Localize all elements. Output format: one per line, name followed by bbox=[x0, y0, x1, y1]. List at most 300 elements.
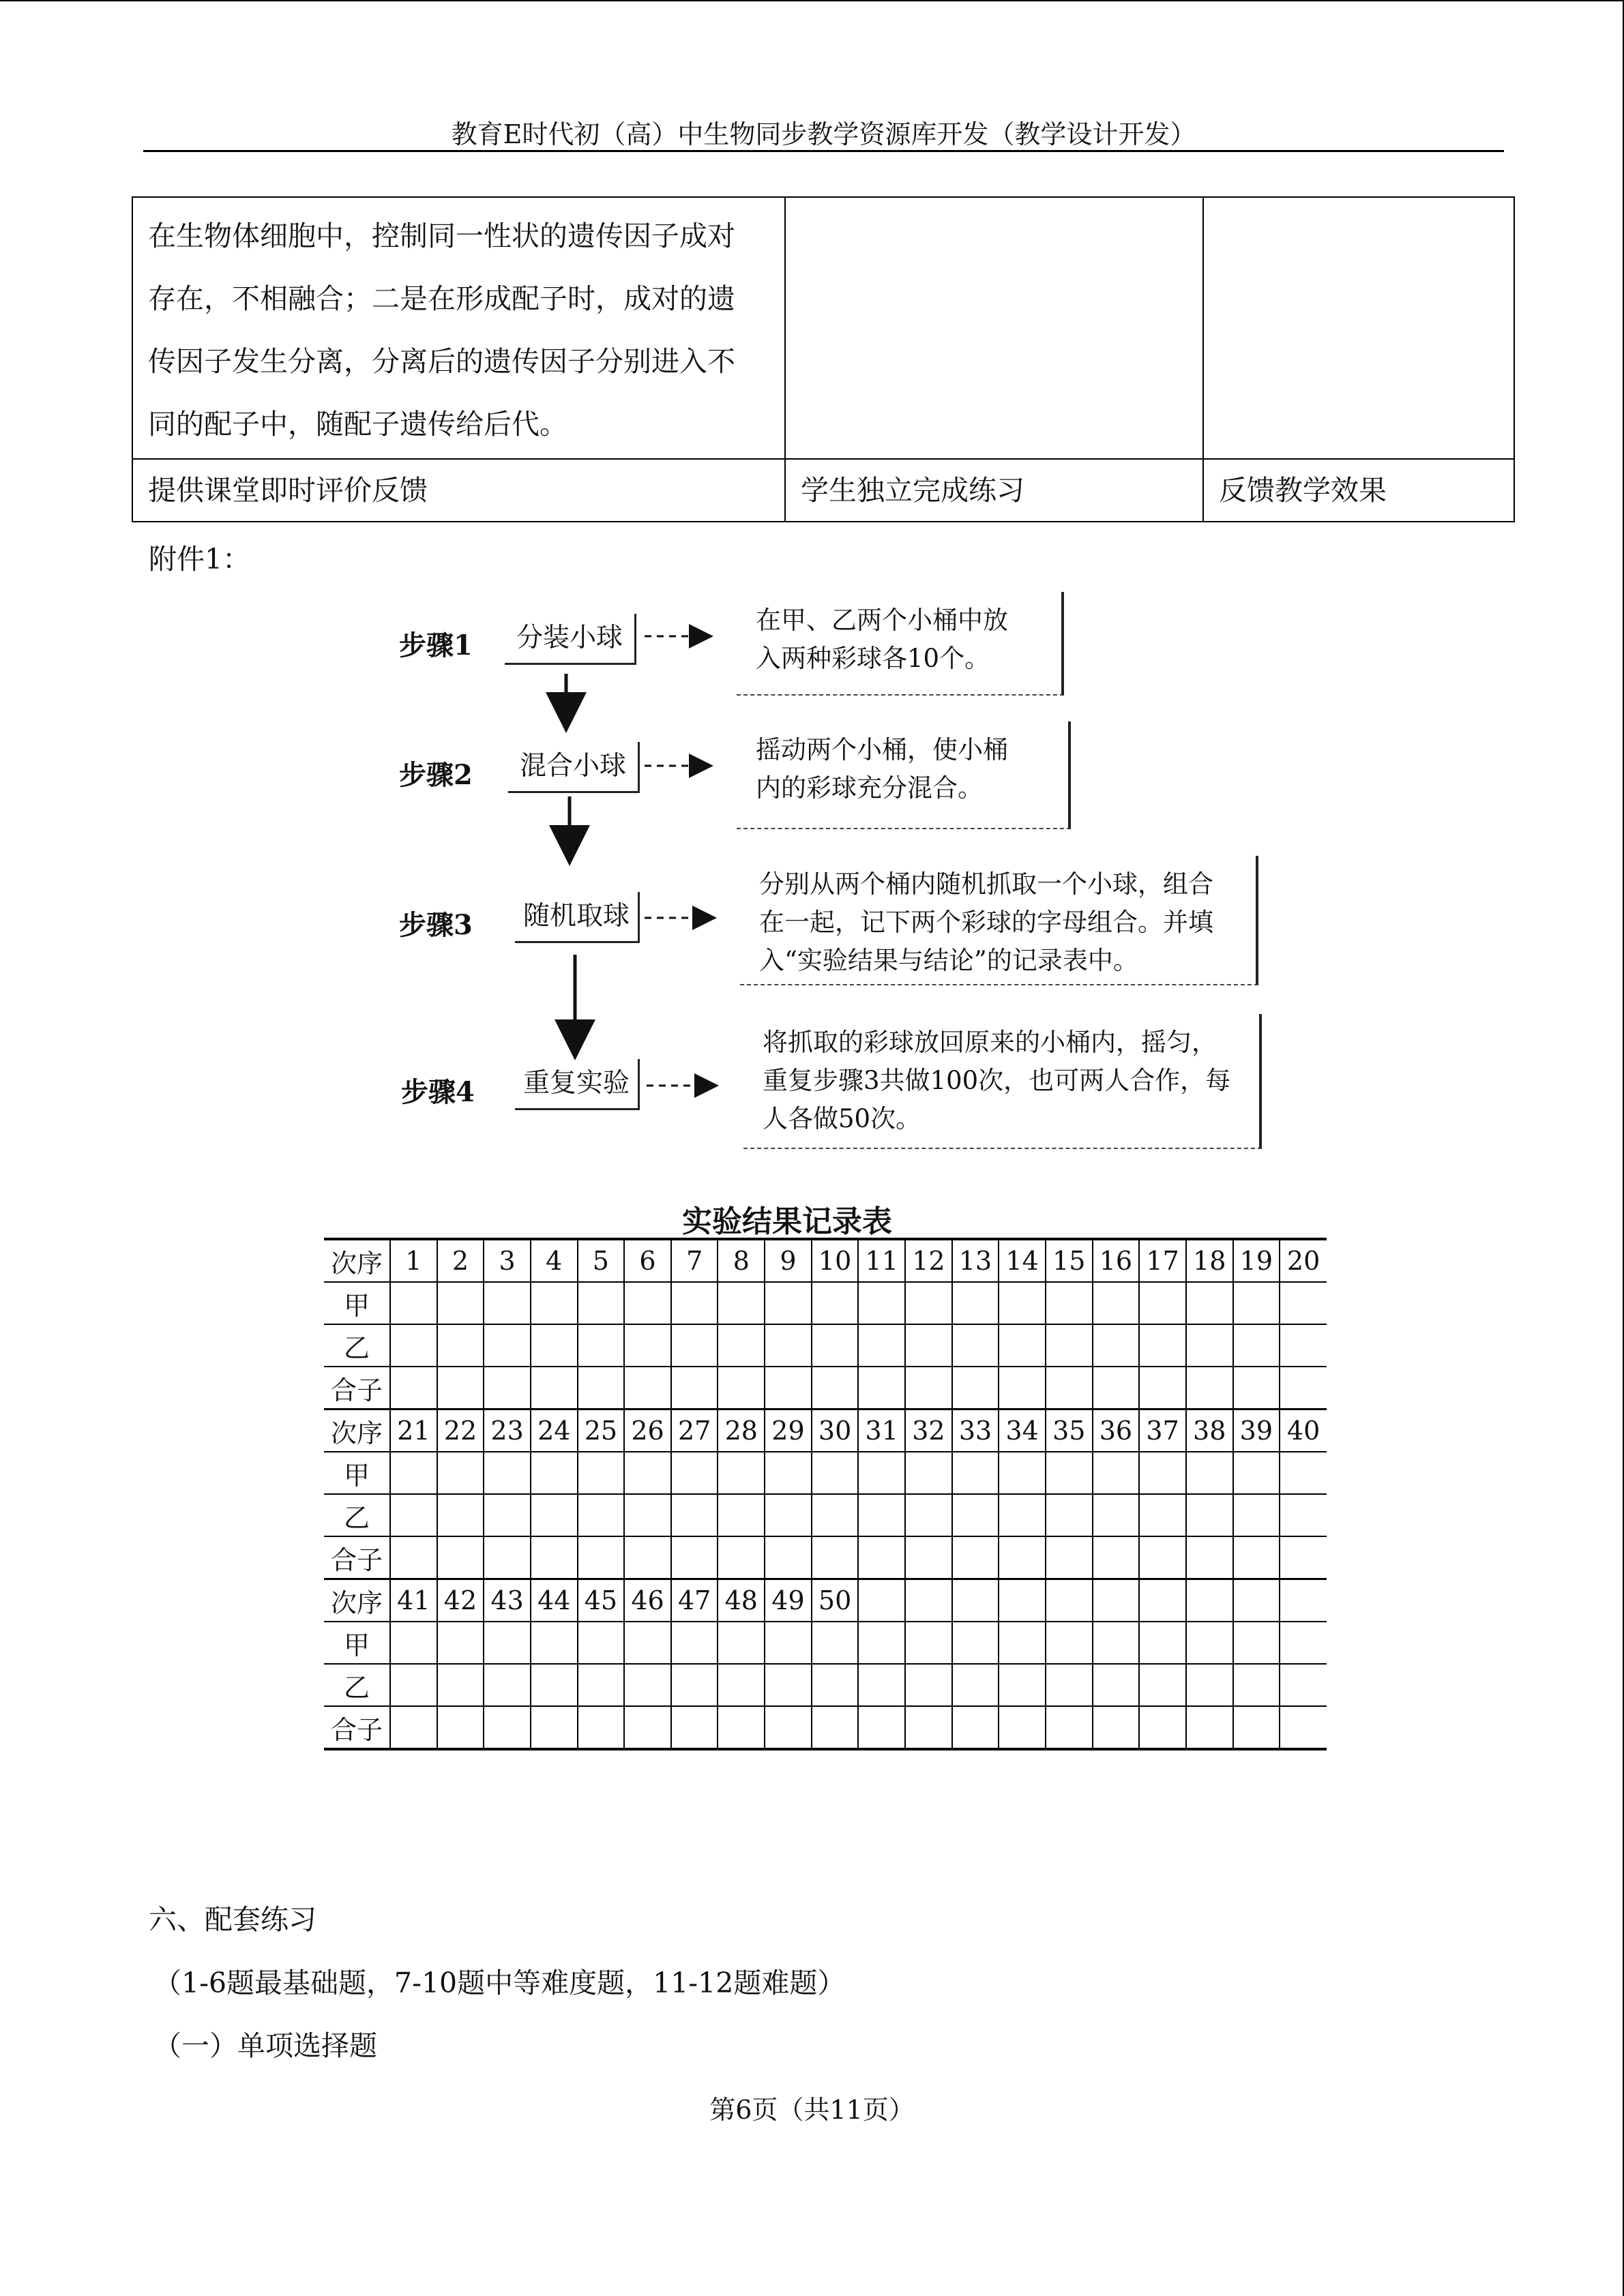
sequence-row bbox=[324, 1239, 1327, 1282]
sequence-number: 25 bbox=[578, 1410, 625, 1452]
sequence-number: 4 bbox=[531, 1239, 578, 1282]
row-label: 次序 bbox=[324, 1579, 390, 1622]
record-cell bbox=[812, 1494, 859, 1536]
sequence-number: 22 bbox=[437, 1410, 484, 1452]
sequence-number: 35 bbox=[1046, 1410, 1093, 1452]
record-cell bbox=[671, 1494, 718, 1536]
record-cell bbox=[858, 1324, 905, 1367]
record-cell bbox=[671, 1452, 718, 1494]
step-label: 步骤4 bbox=[401, 1076, 475, 1108]
record-cell bbox=[1046, 1536, 1093, 1579]
sequence-number: 49 bbox=[765, 1579, 812, 1622]
sequence-number: 28 bbox=[718, 1410, 765, 1452]
row-label: 甲 bbox=[324, 1622, 390, 1664]
continued-line: 在生物体细胞中，控制同一性状的遗传因子成对 bbox=[148, 220, 735, 252]
record-cell bbox=[671, 1367, 718, 1410]
record-cell bbox=[812, 1452, 859, 1494]
record-cell bbox=[905, 1664, 952, 1706]
record-cell bbox=[671, 1664, 718, 1706]
record-cell bbox=[1233, 1282, 1280, 1324]
record-row bbox=[324, 1664, 1327, 1706]
record-cell bbox=[1186, 1367, 1233, 1410]
record-cell bbox=[812, 1706, 859, 1749]
record-cell bbox=[1139, 1324, 1186, 1367]
record-cell bbox=[1186, 1622, 1233, 1664]
record-cell bbox=[999, 1664, 1046, 1706]
step-description bbox=[743, 1014, 1262, 1149]
row-label: 次序 bbox=[324, 1410, 390, 1452]
sequence-number bbox=[1233, 1579, 1280, 1622]
record-cell bbox=[718, 1536, 765, 1579]
step-action-box: 分装小球 bbox=[505, 614, 636, 665]
record-cell bbox=[765, 1367, 812, 1410]
record-cell bbox=[1093, 1536, 1140, 1579]
record-cell bbox=[1093, 1664, 1140, 1706]
step-action-box: 重复实验 bbox=[515, 1059, 640, 1110]
record-cell bbox=[718, 1622, 765, 1664]
record-cell bbox=[765, 1282, 812, 1324]
record-cell bbox=[578, 1494, 625, 1536]
sequence-number: 16 bbox=[1093, 1239, 1140, 1282]
record-cell bbox=[905, 1622, 952, 1664]
record-cell bbox=[624, 1536, 671, 1579]
sequence-number: 36 bbox=[1093, 1410, 1140, 1452]
record-cell bbox=[390, 1367, 437, 1410]
step-label: 步骤3 bbox=[399, 909, 473, 941]
sequence-number: 20 bbox=[1280, 1239, 1327, 1282]
record-cell bbox=[671, 1536, 718, 1579]
record-cell bbox=[1280, 1282, 1327, 1324]
record-cell bbox=[390, 1452, 437, 1494]
row-label: 合子 bbox=[324, 1706, 390, 1749]
record-cell bbox=[1093, 1367, 1140, 1410]
sequence-number: 38 bbox=[1186, 1410, 1233, 1452]
record-cell bbox=[1046, 1324, 1093, 1367]
sequence-number: 7 bbox=[671, 1239, 718, 1282]
record-cell bbox=[1093, 1494, 1140, 1536]
record-cell bbox=[531, 1536, 578, 1579]
record-row bbox=[324, 1706, 1327, 1749]
record-cell bbox=[484, 1324, 531, 1367]
record-cell bbox=[1139, 1494, 1186, 1536]
sequence-number: 24 bbox=[531, 1410, 578, 1452]
sequence-number: 26 bbox=[624, 1410, 671, 1452]
record-cell bbox=[765, 1706, 812, 1749]
sequence-number: 1 bbox=[390, 1239, 437, 1282]
sequence-number: 11 bbox=[858, 1239, 905, 1282]
record-cell bbox=[905, 1324, 952, 1367]
record-cell bbox=[390, 1664, 437, 1706]
record-cell bbox=[1186, 1664, 1233, 1706]
record-cell bbox=[952, 1536, 999, 1579]
desc-line: 在一起，记下两个彩球的字母组合。并填 bbox=[759, 908, 1213, 937]
record-cell bbox=[1280, 1494, 1327, 1536]
sequence-number bbox=[1046, 1579, 1093, 1622]
page-header: 教育E时代初（高）中生物同步教学资源库开发（教学设计开发） bbox=[451, 119, 1196, 149]
record-cell bbox=[531, 1324, 578, 1367]
record-cell bbox=[905, 1452, 952, 1494]
sequence-number: 14 bbox=[999, 1239, 1046, 1282]
record-cell bbox=[765, 1494, 812, 1536]
row-label: 合子 bbox=[324, 1367, 390, 1410]
record-cell bbox=[1280, 1367, 1327, 1410]
record-cell bbox=[905, 1494, 952, 1536]
record-cell bbox=[718, 1367, 765, 1410]
record-cell bbox=[905, 1282, 952, 1324]
step-description bbox=[737, 592, 1064, 696]
record-cell bbox=[437, 1664, 484, 1706]
record-cell bbox=[1280, 1452, 1327, 1494]
row-label: 甲 bbox=[324, 1282, 390, 1324]
record-cell bbox=[812, 1536, 859, 1579]
sequence-number bbox=[1280, 1579, 1327, 1622]
record-cell bbox=[437, 1324, 484, 1367]
record-cell bbox=[952, 1324, 999, 1367]
sequence-number: 9 bbox=[765, 1239, 812, 1282]
record-cell bbox=[531, 1494, 578, 1536]
record-cell bbox=[999, 1494, 1046, 1536]
sequence-row bbox=[324, 1410, 1327, 1452]
record-cell bbox=[1280, 1324, 1327, 1367]
record-cell bbox=[578, 1664, 625, 1706]
step-action-box: 混合小球 bbox=[508, 742, 640, 793]
record-cell bbox=[858, 1282, 905, 1324]
record-cell bbox=[437, 1536, 484, 1579]
record-cell bbox=[531, 1452, 578, 1494]
record-table bbox=[324, 1238, 1327, 1750]
record-cell bbox=[1186, 1282, 1233, 1324]
record-cell bbox=[1233, 1706, 1280, 1749]
sequence-number: 37 bbox=[1139, 1410, 1186, 1452]
sequence-number: 23 bbox=[484, 1410, 531, 1452]
desc-line: 摇动两个小桶，使小桶 bbox=[756, 735, 1008, 764]
record-cell bbox=[437, 1367, 484, 1410]
record-cell bbox=[578, 1367, 625, 1410]
row-label: 甲 bbox=[324, 1452, 390, 1494]
record-cell bbox=[484, 1282, 531, 1324]
record-row bbox=[324, 1324, 1327, 1367]
record-cell bbox=[1046, 1367, 1093, 1410]
record-cell bbox=[484, 1494, 531, 1536]
sequence-number: 39 bbox=[1233, 1410, 1280, 1452]
record-cell bbox=[1046, 1282, 1093, 1324]
record-cell bbox=[952, 1706, 999, 1749]
record-cell bbox=[718, 1452, 765, 1494]
record-cell bbox=[484, 1536, 531, 1579]
record-cell bbox=[1233, 1664, 1280, 1706]
record-row bbox=[324, 1452, 1327, 1494]
record-cell bbox=[858, 1494, 905, 1536]
record-cell bbox=[390, 1494, 437, 1536]
record-cell bbox=[1093, 1282, 1140, 1324]
sequence-number: 41 bbox=[390, 1579, 437, 1622]
row-label: 乙 bbox=[324, 1664, 390, 1706]
record-cell bbox=[484, 1452, 531, 1494]
record-row bbox=[324, 1282, 1327, 1324]
record-cell bbox=[437, 1706, 484, 1749]
row-label: 乙 bbox=[324, 1494, 390, 1536]
desc-line: 将抓取的彩球放回原来的小桶内，摇匀， bbox=[763, 1028, 1217, 1057]
record-cell bbox=[437, 1494, 484, 1536]
record-cell bbox=[1186, 1452, 1233, 1494]
sequence-number bbox=[858, 1579, 905, 1622]
record-cell bbox=[952, 1494, 999, 1536]
record-cell bbox=[578, 1622, 625, 1664]
record-cell bbox=[718, 1324, 765, 1367]
record-cell bbox=[1139, 1367, 1186, 1410]
record-cell bbox=[1093, 1452, 1140, 1494]
record-cell bbox=[718, 1282, 765, 1324]
sequence-number bbox=[1093, 1579, 1140, 1622]
record-cell bbox=[624, 1664, 671, 1706]
sequence-number: 19 bbox=[1233, 1239, 1280, 1282]
record-cell bbox=[765, 1622, 812, 1664]
student-activity-cell: 学生独立完成练习 bbox=[785, 459, 1203, 522]
record-cell bbox=[812, 1324, 859, 1367]
record-cell bbox=[1233, 1494, 1280, 1536]
step-description bbox=[737, 721, 1071, 829]
desc-line: 内的彩球充分混合。 bbox=[756, 773, 983, 803]
record-cell bbox=[578, 1282, 625, 1324]
record-cell bbox=[905, 1536, 952, 1579]
record-cell bbox=[1139, 1282, 1186, 1324]
record-cell bbox=[1046, 1706, 1093, 1749]
design-intent-cell: 反馈教学效果 bbox=[1203, 459, 1514, 522]
record-cell bbox=[531, 1367, 578, 1410]
section-title: 六、配套练习 bbox=[149, 1903, 316, 1936]
record-cell bbox=[390, 1622, 437, 1664]
record-cell bbox=[437, 1452, 484, 1494]
record-cell bbox=[531, 1622, 578, 1664]
record-cell bbox=[437, 1622, 484, 1664]
record-cell bbox=[1280, 1622, 1327, 1664]
sequence-number: 2 bbox=[437, 1239, 484, 1282]
step-label: 步骤1 bbox=[399, 629, 473, 661]
record-row bbox=[324, 1622, 1327, 1664]
record-cell bbox=[718, 1494, 765, 1536]
sequence-number: 43 bbox=[484, 1579, 531, 1622]
record-cell bbox=[671, 1282, 718, 1324]
record-cell bbox=[624, 1622, 671, 1664]
record-cell bbox=[1139, 1536, 1186, 1579]
sequence-number: 13 bbox=[952, 1239, 999, 1282]
sequence-number: 17 bbox=[1139, 1239, 1186, 1282]
step-label: 步骤2 bbox=[399, 759, 473, 791]
record-cell bbox=[484, 1706, 531, 1749]
record-cell bbox=[531, 1706, 578, 1749]
continued-line: 存在，不相融合；二是在形成配子时，成对的遗 bbox=[148, 282, 735, 315]
continued-line: 传因子发生分离，分离后的遗传因子分别进入不 bbox=[148, 345, 735, 378]
desc-line: 分别从两个桶内随机抓取一个小球，组合 bbox=[759, 869, 1213, 899]
record-cell bbox=[484, 1664, 531, 1706]
sequence-number: 5 bbox=[578, 1239, 625, 1282]
record-cell bbox=[812, 1622, 859, 1664]
sequence-number bbox=[952, 1579, 999, 1622]
record-cell bbox=[952, 1622, 999, 1664]
record-cell bbox=[624, 1324, 671, 1367]
record-cell bbox=[1233, 1452, 1280, 1494]
record-cell bbox=[952, 1282, 999, 1324]
difficulty-note: （1-6题最基础题，7-10题中等难度题，11-12题难题） bbox=[153, 1967, 846, 1999]
desc-line: 入“实验结果与结论”的记录表中。 bbox=[759, 946, 1138, 975]
record-cell bbox=[858, 1706, 905, 1749]
record-cell bbox=[1280, 1536, 1327, 1579]
record-cell bbox=[999, 1282, 1046, 1324]
record-cell bbox=[812, 1367, 859, 1410]
record-cell bbox=[1093, 1324, 1140, 1367]
record-cell bbox=[1046, 1452, 1093, 1494]
attachment-label: 附件1： bbox=[149, 543, 251, 576]
record-cell bbox=[1093, 1706, 1140, 1749]
record-cell bbox=[858, 1452, 905, 1494]
record-cell bbox=[671, 1324, 718, 1367]
record-cell bbox=[1233, 1324, 1280, 1367]
record-cell bbox=[858, 1622, 905, 1664]
sequence-number bbox=[1186, 1579, 1233, 1622]
sequence-number: 32 bbox=[905, 1410, 952, 1452]
record-cell bbox=[812, 1282, 859, 1324]
record-cell bbox=[578, 1324, 625, 1367]
record-cell bbox=[1186, 1324, 1233, 1367]
record-cell bbox=[999, 1622, 1046, 1664]
record-cell bbox=[905, 1367, 952, 1410]
record-cell bbox=[671, 1622, 718, 1664]
record-cell bbox=[484, 1622, 531, 1664]
record-row bbox=[324, 1367, 1327, 1410]
sequence-number: 27 bbox=[671, 1410, 718, 1452]
step-description bbox=[740, 856, 1258, 985]
record-cell bbox=[390, 1324, 437, 1367]
record-cell bbox=[624, 1706, 671, 1749]
row-label: 乙 bbox=[324, 1324, 390, 1367]
record-cell bbox=[1186, 1494, 1233, 1536]
record-row bbox=[324, 1536, 1327, 1579]
sequence-number: 33 bbox=[952, 1410, 999, 1452]
sequence-number: 47 bbox=[671, 1579, 718, 1622]
record-row bbox=[324, 1494, 1327, 1536]
sequence-number: 44 bbox=[531, 1579, 578, 1622]
record-cell bbox=[999, 1367, 1046, 1410]
record-cell bbox=[858, 1536, 905, 1579]
record-cell bbox=[624, 1494, 671, 1536]
step-action-box: 随机取球 bbox=[515, 892, 640, 943]
sequence-number bbox=[999, 1579, 1046, 1622]
record-cell bbox=[1139, 1622, 1186, 1664]
record-cell bbox=[578, 1452, 625, 1494]
record-cell bbox=[1186, 1706, 1233, 1749]
sequence-number: 18 bbox=[1186, 1239, 1233, 1282]
sequence-number: 46 bbox=[624, 1579, 671, 1622]
record-cell bbox=[952, 1664, 999, 1706]
record-cell bbox=[624, 1452, 671, 1494]
record-cell bbox=[1139, 1452, 1186, 1494]
record-cell bbox=[765, 1536, 812, 1579]
sequence-number: 50 bbox=[812, 1579, 859, 1622]
record-cell bbox=[858, 1664, 905, 1706]
continued-line: 同的配子中，随配子遗传给后代。 bbox=[148, 408, 567, 441]
record-cell bbox=[390, 1706, 437, 1749]
record-cell bbox=[812, 1664, 859, 1706]
sequence-number: 8 bbox=[718, 1239, 765, 1282]
record-cell bbox=[1139, 1664, 1186, 1706]
record-cell bbox=[765, 1664, 812, 1706]
record-cell bbox=[1046, 1664, 1093, 1706]
record-cell bbox=[765, 1324, 812, 1367]
record-cell bbox=[1233, 1367, 1280, 1410]
sequence-number: 30 bbox=[812, 1410, 859, 1452]
record-cell bbox=[718, 1706, 765, 1749]
record-cell bbox=[624, 1282, 671, 1324]
sequence-number: 45 bbox=[578, 1579, 625, 1622]
record-cell bbox=[578, 1536, 625, 1579]
sequence-number: 42 bbox=[437, 1579, 484, 1622]
sequence-number: 40 bbox=[1280, 1410, 1327, 1452]
record-cell bbox=[999, 1536, 1046, 1579]
record-cell bbox=[1280, 1706, 1327, 1749]
sequence-number: 34 bbox=[999, 1410, 1046, 1452]
sequence-number: 15 bbox=[1046, 1239, 1093, 1282]
record-cell bbox=[390, 1536, 437, 1579]
subsection-title: （一）单项选择题 bbox=[153, 2029, 377, 2062]
record-cell bbox=[578, 1706, 625, 1749]
record-cell bbox=[1093, 1622, 1140, 1664]
record-cell bbox=[905, 1706, 952, 1749]
sequence-number bbox=[905, 1579, 952, 1622]
record-cell bbox=[999, 1452, 1046, 1494]
record-cell bbox=[1186, 1536, 1233, 1579]
record-cell bbox=[624, 1367, 671, 1410]
sequence-number: 31 bbox=[858, 1410, 905, 1452]
teacher-activity-cell: 提供课堂即时评价反馈 bbox=[132, 459, 785, 522]
record-cell bbox=[1280, 1664, 1327, 1706]
record-cell bbox=[390, 1282, 437, 1324]
sequence-number: 29 bbox=[765, 1410, 812, 1452]
sequence-number: 12 bbox=[905, 1239, 952, 1282]
record-cell bbox=[437, 1282, 484, 1324]
record-cell bbox=[1139, 1706, 1186, 1749]
record-cell bbox=[952, 1367, 999, 1410]
sequence-number: 48 bbox=[718, 1579, 765, 1622]
row-label: 次序 bbox=[324, 1239, 390, 1282]
record-cell bbox=[1046, 1494, 1093, 1536]
record-cell bbox=[1233, 1536, 1280, 1579]
record-cell bbox=[718, 1664, 765, 1706]
page-number: 第6页（共11页） bbox=[709, 2095, 915, 2125]
sequence-number bbox=[1139, 1579, 1186, 1622]
sequence-number: 6 bbox=[624, 1239, 671, 1282]
record-cell bbox=[484, 1367, 531, 1410]
desc-line: 人各做50次。 bbox=[763, 1104, 921, 1133]
record-cell bbox=[765, 1452, 812, 1494]
desc-line: 在甲、乙两个小桶中放 bbox=[756, 606, 1008, 635]
record-table-title: 实验结果记录表 bbox=[682, 1204, 892, 1239]
record-cell bbox=[1233, 1622, 1280, 1664]
record-cell bbox=[858, 1367, 905, 1410]
record-cell bbox=[1046, 1622, 1093, 1664]
sequence-number: 10 bbox=[812, 1239, 859, 1282]
record-cell bbox=[952, 1452, 999, 1494]
sequence-row bbox=[324, 1579, 1327, 1622]
desc-line: 重复步骤3共做100次，也可两人合作，每 bbox=[763, 1066, 1231, 1095]
sequence-number: 3 bbox=[484, 1239, 531, 1282]
desc-line: 入两种彩球各10个。 bbox=[756, 644, 990, 673]
row-label: 合子 bbox=[324, 1536, 390, 1579]
record-cell bbox=[531, 1282, 578, 1324]
sequence-number: 21 bbox=[390, 1410, 437, 1452]
record-cell bbox=[531, 1664, 578, 1706]
record-cell bbox=[671, 1706, 718, 1749]
record-cell bbox=[999, 1706, 1046, 1749]
